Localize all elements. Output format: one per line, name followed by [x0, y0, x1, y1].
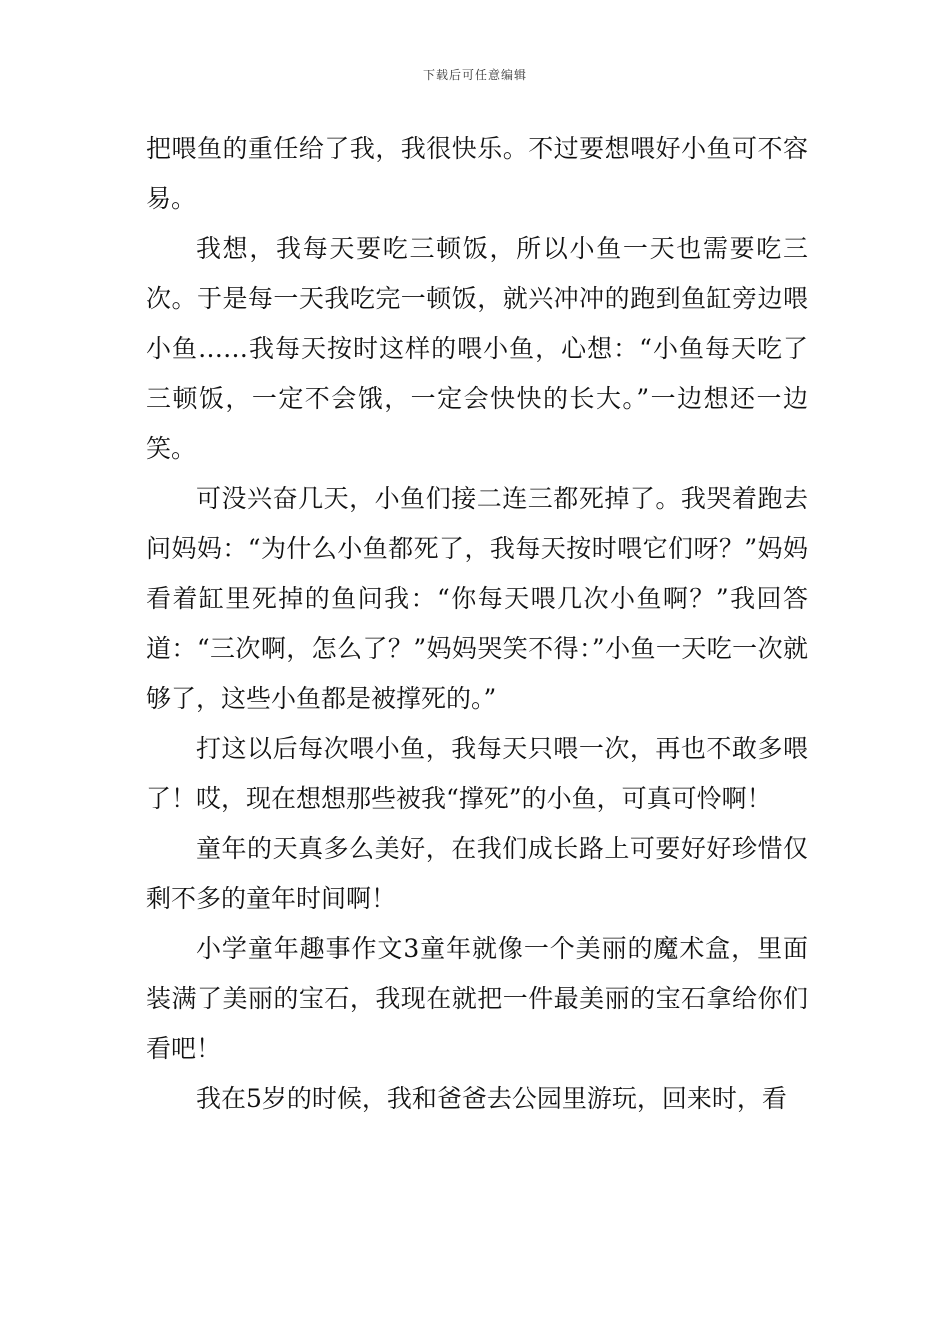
paragraph: 把喂鱼的重任给了我，我很快乐。不过要想喂好小鱼可不容易。 [146, 134, 808, 213]
page-header: 下载后可任意编辑 [422, 68, 527, 82]
paragraph: 我在5岁的时候，我和爸爸去公园里游玩，回来时，看 [196, 1084, 787, 1113]
paragraph: 小学童年趣事作文3童年就像一个美丽的魔术盒，里面装满了美丽的宝石，我现在就把一件最美丽的宝石拿给你们看吧！ [146, 934, 808, 1063]
paragraph: 可没兴奋几天，小鱼们接二连三都死掉了。我哭着跑去问妈妈：“为什么小鱼都死了，我每天按时喂它们呀？”妈妈看着缸里死掉的鱼问我：“你每天喂几次小鱼啊？”我回答道：“三次啊，怎么了？”妈妈哭笑不得：”小鱼一天吃一次就够了，这些小鱼都是被撑死的。” [146, 484, 808, 713]
paragraph: 童年的天真多么美好，在我们成长路上可要好好珍惜仅剩不多的童年时间啊！ [146, 834, 808, 913]
document-body [146, 124, 808, 1124]
paragraph: 打这以后每次喂小鱼，我每天只喂一次，再也不敢多喂了！哎，现在想想那些被我“撑死”的小鱼，可真可怜啊！ [146, 734, 808, 813]
paragraph: 我想，我每天要吃三顿饭，所以小鱼一天也需要吃三次。于是每一天我吃完一顿饭，就兴冲冲的跑到鱼缸旁边喂小鱼……我每天按时这样的喂小鱼，心想：“小鱼每天吃了三顿饭，一定不会饿，一定会快快的长大。”一边想还一边笑。 [146, 234, 808, 463]
